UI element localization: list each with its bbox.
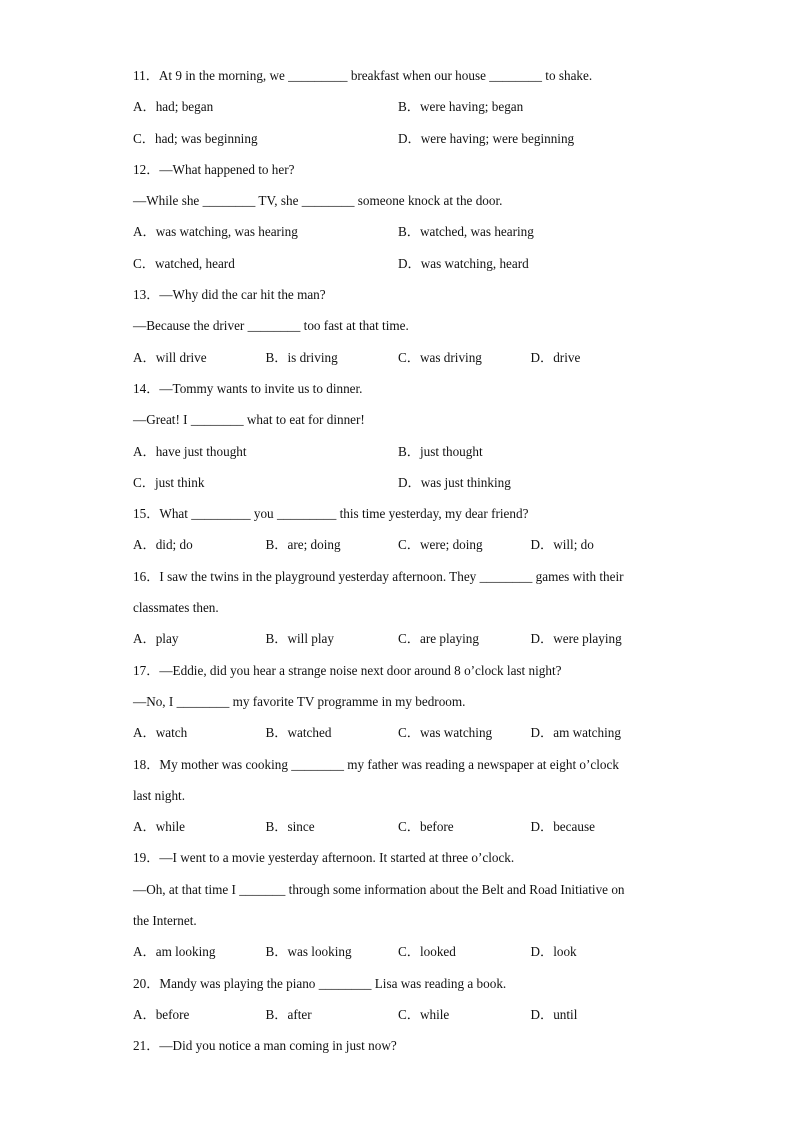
answer-option: C．was watching [398, 725, 493, 741]
answer-option: A．will drive [133, 349, 207, 365]
answer-option: C．were; doing [398, 537, 483, 553]
question-stem: 16．I saw the twins in the playground yesterday afternoon. They ________ games with their [133, 568, 624, 584]
answer-options-row [133, 467, 663, 498]
answer-options-row [133, 811, 663, 842]
question-block [133, 655, 663, 749]
answer-option: D．was just thinking [398, 474, 511, 490]
question-line: —Oh, at that time I _______ through some information about the Belt and Road Initiative on [133, 881, 625, 897]
answer-option: A．had; began [133, 99, 214, 115]
answer-option: D．were having; were beginning [398, 130, 575, 146]
answer-option: A．watch [133, 725, 188, 741]
worksheet-page [133, 60, 663, 1062]
question-line: last night. [133, 787, 186, 803]
question-stem: 18．My mother was cooking ________ my father was reading a newspaper at eight o’clock [133, 756, 619, 772]
answer-options-row [133, 529, 663, 560]
question-line: —No, I ________ my favorite TV programme in my bedroom. [133, 693, 466, 709]
answer-option: B．just thought [398, 443, 483, 459]
answer-options-row [133, 248, 663, 279]
answer-option: A．am looking [133, 944, 216, 960]
answer-option: C．watched, heard [133, 255, 235, 271]
answer-options-row [133, 436, 663, 467]
question-block [133, 154, 663, 279]
answer-option: C．had; was beginning [133, 130, 258, 146]
answer-option: B．watched [265, 725, 332, 741]
answer-option: A．have just thought [133, 443, 247, 459]
answer-option: B．are; doing [265, 537, 341, 553]
question-block [133, 1030, 663, 1061]
question-stem: 11．At 9 in the morning, we _________ breakfast when our house ________ to shake. [133, 68, 593, 83]
question-block [133, 373, 663, 498]
answer-options-row [133, 623, 663, 654]
answer-option: D．look [530, 944, 577, 960]
answer-option: B．after [265, 1006, 312, 1022]
answer-option: B．were having; began [398, 99, 524, 115]
answer-option: D．will; do [530, 537, 594, 553]
question-stem: 17．—Eddie, did you hear a strange noise next door around 8 o’clock last night? [133, 662, 562, 678]
answer-options-row [133, 342, 663, 373]
answer-option: C．are playing [398, 631, 479, 647]
question-stem: 19．—I went to a movie yesterday afternoon. It started at three o’clock. [133, 850, 515, 866]
question-stem: 21．—Did you notice a man coming in just now? [133, 1038, 397, 1054]
answer-option: A．did; do [133, 537, 193, 553]
answer-option: B．will play [265, 631, 335, 647]
answer-option: D．were playing [530, 631, 622, 647]
question-block [133, 60, 663, 154]
question-line: —While she ________ TV, she ________ someone knock at the door. [133, 193, 503, 209]
answer-option: C．looked [398, 944, 456, 960]
question-block [133, 498, 663, 561]
answer-option: B．since [265, 819, 315, 835]
answer-option: C．before [398, 819, 454, 835]
answer-options-row [133, 999, 663, 1030]
answer-option: A．was watching, was hearing [133, 224, 298, 240]
answer-option: B．watched, was hearing [398, 224, 534, 240]
answer-options-row [133, 123, 663, 154]
answer-options-row [133, 91, 663, 122]
answer-option: C．just think [133, 474, 205, 490]
answer-option: D．drive [530, 349, 581, 365]
question-block [133, 561, 663, 655]
question-line: classmates then. [133, 600, 219, 616]
answer-option: C．while [398, 1006, 450, 1022]
answer-option: B．was looking [265, 944, 352, 960]
answer-option: D．because [530, 819, 595, 835]
question-stem: 20．Mandy was playing the piano ________ Lisa was reading a book. [133, 975, 507, 991]
answer-options-row [133, 216, 663, 247]
question-stem: 13．—Why did the car hit the man? [133, 287, 326, 303]
answer-option: C．was driving [398, 349, 482, 365]
answer-option: A．before [133, 1006, 190, 1022]
answer-option: D．was watching, heard [398, 255, 529, 271]
question-block [133, 749, 663, 843]
answer-option: D．am watching [530, 725, 621, 741]
answer-option: A．play [133, 631, 179, 647]
answer-options-row [133, 936, 663, 967]
question-stem: 15．What _________ you _________ this time yesterday, my dear friend? [133, 506, 529, 522]
answer-option: A．while [133, 819, 186, 835]
answer-options-row [133, 717, 663, 748]
question-block [133, 842, 663, 967]
question-block [133, 968, 663, 1031]
question-stem: 14．—Tommy wants to invite us to dinner. [133, 380, 363, 396]
question-line: the Internet. [133, 913, 197, 929]
question-stem: 12．—What happened to her? [133, 161, 295, 177]
question-line: —Because the driver ________ too fast at that time. [133, 318, 409, 334]
question-line: —Great! I ________ what to eat for dinner! [133, 412, 365, 428]
question-block [133, 279, 663, 373]
answer-option: D．until [530, 1006, 578, 1022]
answer-option: B．is driving [265, 349, 338, 365]
